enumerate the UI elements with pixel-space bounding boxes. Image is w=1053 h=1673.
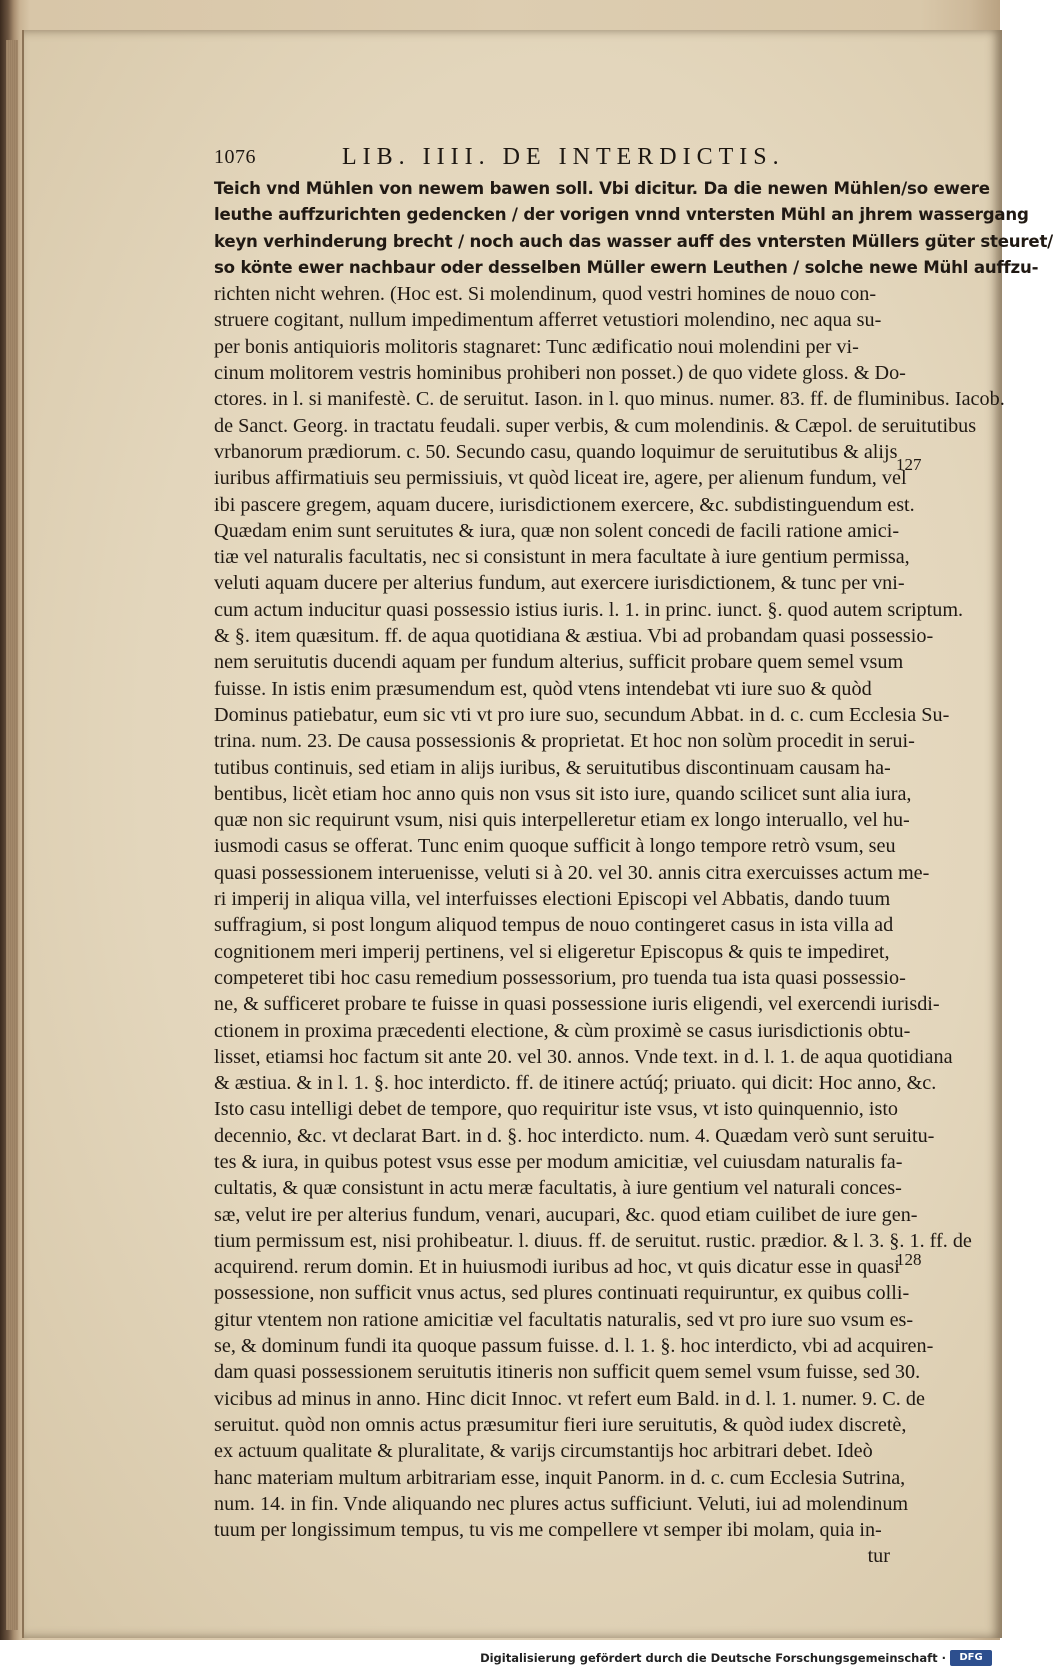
text-line: decennio, &c. vt declarat Bart. in d. §. hoc interdicto. num. 4. Quædam verò sunt seruitu- bbox=[214, 1124, 935, 1147]
text-line: quæ non sic requirunt vsum, nisi quis interpelleretur etiam ex longo interuallo, vel hu- bbox=[214, 809, 910, 832]
text-line: hanc materiam multum arbitrariam esse, inquit Panorm. in d. c. cum Ecclesia Sutrina, bbox=[214, 1466, 906, 1489]
text-line: suffragium, si post longum aliquod tempus de nouo contingeret casus in ista villa ad bbox=[214, 914, 894, 937]
margin-number: 128 bbox=[896, 1250, 922, 1269]
text-line: Teich vnd Mühlen von newem bawen soll. Vbi dicitur. Da die newen Mühlen/so ewere bbox=[214, 179, 990, 198]
text-line: tium permissum est, nisi prohibeatur. l. diuus. ff. de seruitut. rustic. prædior. & l. 3. §. 1. ff. de bbox=[214, 1229, 972, 1252]
text-line: Quædam enim sunt seruitutes & iura, quæ non solent concedi de facili ratione amici- bbox=[214, 519, 900, 542]
catchword: tur bbox=[867, 1545, 890, 1568]
text-line: tiæ vel naturalis facultatis, nec si consistunt in mera facultate à iure gentium permissa, bbox=[214, 546, 910, 569]
text-line: num. 14. in fin. Vnde aliquando nec plures actus sufficiunt. Veluti, iui ad molendinum bbox=[214, 1492, 909, 1515]
text-line: ctionem in proxima præcedenti electione, & cùm proximè se casus iurisdictionis obtu- bbox=[214, 1019, 911, 1042]
text-line: ibi pascere gregem, aquam ducere, iurisdictionem exercere, &c. subdistinguendum est. bbox=[214, 493, 915, 516]
text-line: possessione, non sufficit vnus actus, sed plures continuati requiruntur, ex quibus colli- bbox=[214, 1282, 910, 1305]
text-line: ex actuum qualitate & pluralitate, & varijs circumstantijs hoc arbitrari debet. Ideò bbox=[214, 1440, 873, 1463]
margin-number: 127 bbox=[896, 455, 922, 474]
text-line: tutibus continuis, sed etiam in alijs iuribus, & seruitutibus discontinuam causam ha- bbox=[214, 756, 891, 779]
text-line: leuthe auffzurichten gedencken / der vorigen vnnd vntersten Mühl an jhrem wassergang bbox=[214, 205, 1029, 225]
text-line: so könte ewer nachbaur oder desselben Müller ewern Leuthen / solche newe Mühl auffzu- bbox=[214, 257, 1039, 277]
footer-bar bbox=[0, 1640, 1000, 1673]
text-line: vicibus ad minus in anno. Hinc dicit Innoc. vt refert eum Bald. in d. l. 1. numer. 9. C. de bbox=[214, 1387, 925, 1410]
text-line: tuum per longissimum tempus, tu vis me compellere vt semper ibi molam, quia in- bbox=[214, 1519, 882, 1542]
funding-credit: Digitalisierung gefördert durch die Deutsche Forschungsgemeinschaft · bbox=[480, 1651, 946, 1665]
text-line: de Sanct. Georg. in tractatu feudali. super verbis, & cum molendinis. & Cæpol. de seruitutibus bbox=[214, 414, 977, 437]
text-line: struere cogitant, nullum impedimentum afferret vetustiori molendino, nec aqua su- bbox=[214, 309, 882, 332]
text-line: cultatis, & quæ consistunt in actu meræ facultatis, à iure gentium vel naturali conces- bbox=[214, 1177, 902, 1200]
text-line: quasi possessionem interuenisse, veluti si à 20. vel 30. annis citra exercuisses actum me- bbox=[214, 861, 930, 884]
text-line: sæ, velut ire per alterius fundum, venari, aucupari, &c. quod etiam cuilibet de iure gen- bbox=[214, 1203, 918, 1226]
text-line: se, & dominum fundi ita quoque passum fuisse. d. l. 1. §. hoc interdicto, vbi ad acquiren- bbox=[214, 1335, 934, 1358]
text-line: seruitut. quòd non omnis actus præsumitur fieri iure seruitutis, & quòd iudex discretè, bbox=[214, 1413, 907, 1436]
text-line: Dominus patiebatur, eum sic vti vt pro iure suo, secundum Abbat. in d. c. cum Ecclesia Su- bbox=[214, 703, 950, 726]
text-line: acquirend. rerum domin. Et in huiusmodi iuribus ad hoc, vt quis dicatur esse in quasi bbox=[214, 1256, 900, 1279]
text-line: fuisse. In istis enim præsumendum est, quòd vtens intendebat vti iure suo & quòd bbox=[214, 677, 872, 700]
dfg-logo-icon: DFG bbox=[950, 1650, 992, 1666]
text-line: bentibus, licèt etiam hoc anno quis non vsus sit isto iure, quando scilicet sunt alia iura, bbox=[214, 782, 912, 805]
text-line: iusmodi casus se offerat. Tunc enim quoque sufficit à longo tempore retrò vsum, seu bbox=[214, 835, 896, 858]
text-line: ctores. in l. si manifestè. C. de seruitut. Iason. in l. quo minus. numer. 83. ff. de fluminibus. Iacob. bbox=[214, 388, 1005, 411]
text-line: & §. item quæsitum. ff. de aqua quotidiana & æstiua. Vbi ad probandam quasi possessio- bbox=[214, 625, 934, 648]
text-line: nem seruitutis ducendi aquam per fundum alterius, sufficit probare quem semel vsum bbox=[214, 651, 904, 674]
text-line: keyn verhinderung brecht / noch auch das wasser auff des vntersten Müllers güter steuret/ bbox=[214, 231, 1053, 251]
text-line: vrbanorum prædiorum. c. 50. Secundo casu, quando loquimur de seruitutibus & alijs bbox=[214, 440, 898, 463]
text-line: lisset, etiamsi hoc factum sit ante 20. vel 30. annos. Vnde text. in d. l. 1. de aqua quotidiana bbox=[214, 1045, 953, 1068]
text-line: veluti aquam ducere per alterius fundum, aut exercere iurisdictionem, & tunc per vni- bbox=[214, 572, 905, 595]
page-title: LIB. IIII. DE INTERDICTIS. bbox=[342, 144, 785, 170]
text-line: dam quasi possessionem seruitutis itineris non sufficit quem semel vsum fuisse, sed 30. bbox=[214, 1361, 921, 1384]
text-line: competeret tibi hoc casu remedium possessorium, pro tuenda tua ista quasi possessio- bbox=[214, 966, 906, 989]
text-line: iuribus affirmatiuis seu permissiuis, vt quòd liceat ire, agere, per alienum fundum, vel bbox=[214, 467, 907, 490]
running-head bbox=[214, 146, 874, 176]
text-line: gitur vtentem non ratione amicitiæ vel facultatis naturalis, sed vt pro iure suo vsum es- bbox=[214, 1308, 914, 1331]
text-line: ri imperij in aliqua villa, vel interfuisses electioni Episcopi vel Abbatis, dando tuum bbox=[214, 888, 891, 911]
book-page-edges bbox=[6, 40, 18, 1630]
text-line: cum actum inducitur quasi possessio istius iuris. l. 1. in princ. iunct. §. quod autem scriptum. bbox=[214, 598, 964, 621]
text-line: tes & iura, in quibus potest vsus esse per modum amicitiæ, vel cuiusdam naturalis fa- bbox=[214, 1150, 903, 1173]
page-number: 1076 bbox=[214, 146, 256, 168]
text-line: cinum molitorem vestris hominibus prohiberi non posset.) de quo videte gloss. & Do- bbox=[214, 362, 906, 385]
text-line: trina. num. 23. De causa possessionis & proprietat. Et hoc non solùm procedit in serui- bbox=[214, 730, 915, 753]
text-line: ne, & sufficeret probare te fuisse in quasi possessione iuris eligendi, vel exercendi iurisdi- bbox=[214, 993, 940, 1016]
text-line: & æstiua. & in l. 1. §. hoc interdicto. ff. de itinere actúq́; priuato. qui dicit: Hoc anno, &c. bbox=[214, 1072, 937, 1095]
text-line: per bonis antiquioris molitoris stagnaret: Tunc ædificatio noui molendini per vi- bbox=[214, 335, 859, 358]
text-line: cognitionem meri imperij pertinens, vel si eligeretur Episcopus & quis te impediret, bbox=[214, 940, 890, 963]
text-line: richten nicht wehren. (Hoc est. Si molendinum, quod vestri homines de nouo con- bbox=[214, 283, 877, 306]
text-line: Isto casu intelligi debet de tempore, quo requiritur iste vsus, vt isto quinquennio, isto bbox=[214, 1098, 899, 1121]
